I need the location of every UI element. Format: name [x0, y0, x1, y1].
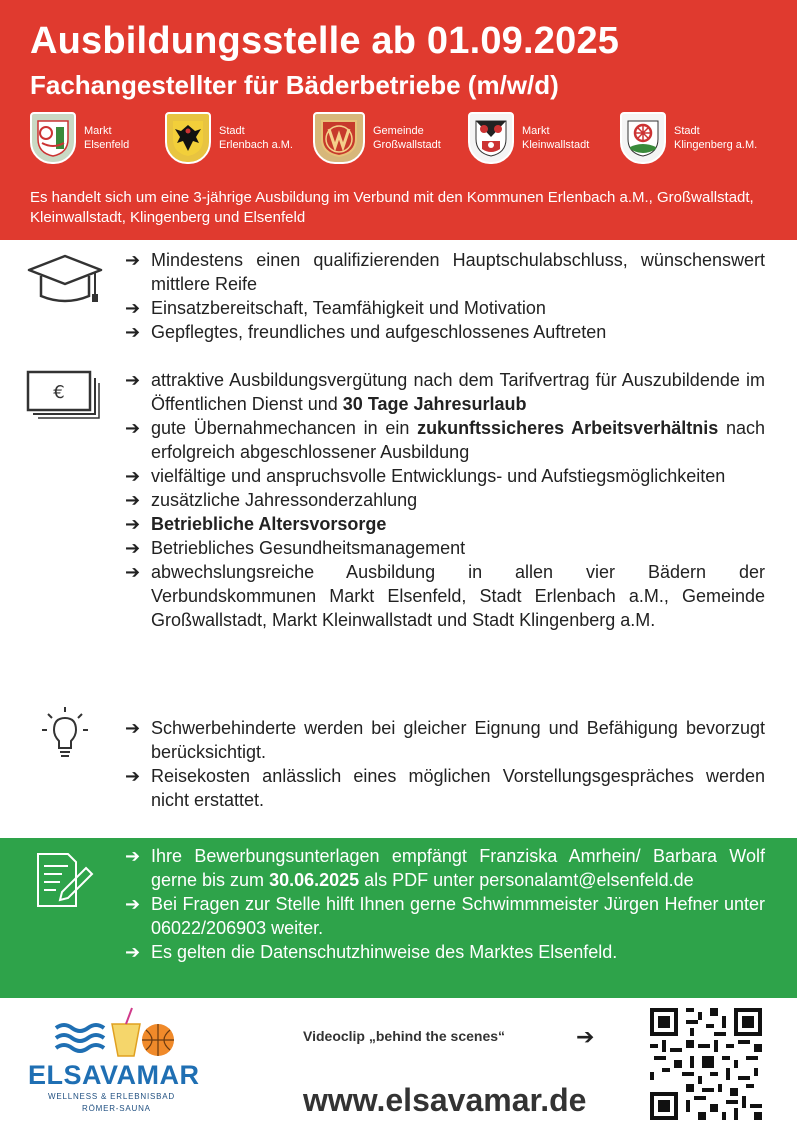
arrow-icon: ➔	[125, 250, 141, 270]
logo-line1: Markt	[84, 125, 112, 137]
header-banner	[0, 0, 797, 240]
arrow-icon: ➔	[576, 1024, 595, 1049]
notes-list	[125, 716, 765, 812]
document-pen-icon	[32, 850, 96, 915]
arrow-icon: ➔	[125, 490, 141, 510]
footer	[0, 998, 797, 1135]
svg-text:€: €	[53, 382, 65, 403]
list-item: ➔ vielfältige und anspruchsvolle Entwicklungs- und Aufstiegsmöglichkeiten	[125, 466, 726, 486]
graduation-cap-icon	[25, 252, 105, 315]
brand-tagline-sauna: RÖMER-SAUNA	[82, 1104, 151, 1113]
list-item: ➔ Reisekosten anlässlich eines möglichen Vorstellungsgespräches werden nicht erstattet.	[125, 766, 765, 810]
arrow-icon: ➔	[125, 370, 141, 390]
municipality-logos	[30, 112, 775, 174]
list-item: ➔ Schwerbehinderte werden bei gleicher Eignung und Befähigung bevorzugt berücksichtigt.	[125, 718, 765, 762]
page-title: Ausbildungsstelle ab 01.09.2025	[30, 20, 620, 62]
arrow-icon: ➔	[125, 846, 141, 866]
arrow-icon: ➔	[125, 298, 141, 318]
arrow-icon: ➔	[125, 538, 141, 558]
erlenbach-crest-icon	[165, 112, 211, 164]
logo-line2: Klingenberg a.M.	[674, 139, 758, 151]
elsavamar-logo-icon	[52, 1006, 182, 1067]
klingenberg-crest-icon	[620, 112, 666, 164]
grosswallstadt-crest-icon	[313, 112, 365, 164]
logo-line1: Stadt	[674, 125, 700, 137]
list-item: ➔ Einsatzbereitschaft, Teamfähigkeit und Motivation	[125, 298, 546, 318]
arrow-icon: ➔	[125, 418, 141, 438]
list-item: ➔ Es gelten die Datenschutzhinweise des Marktes Elsenfeld.	[125, 942, 618, 962]
application-banner	[0, 838, 797, 998]
logo-kleinwallstadt	[468, 112, 589, 164]
video-clip-label: Videoclip „behind the scenes“	[303, 1028, 506, 1044]
list-item: ➔ gute Übernahmechancen in ein zukunftssicheres Arbeitsverhältnis nach erfolgreich abgeschlossener Ausbildung	[125, 418, 765, 462]
list-item: ➔ Ihre Bewerbungsunterlagen empfängt Franziska Amrhein/ Barbara Wolf gerne bis zum 30.06.2025 als PDF unter personalamt@elsenfeld.de	[125, 846, 765, 890]
arrow-icon: ➔	[125, 718, 141, 738]
list-item: ➔ zusätzliche Jahressonderzahlung	[125, 490, 418, 510]
brand-tagline: WELLNESS & ERLEBNISBAD	[48, 1092, 175, 1101]
brand-name: ELSAVAMAR	[28, 1060, 200, 1090]
lightbulb-icon	[38, 704, 92, 765]
arrow-icon: ➔	[125, 466, 141, 486]
qr-code-icon[interactable]	[650, 1008, 762, 1120]
list-item: ➔ Mindestens einen qualifizierenden Hauptschulabschluss, wünschenswert mittlere Reife	[125, 250, 765, 294]
euro-banknote-icon	[25, 368, 101, 425]
list-item: ➔ Gepflegtes, freundliches und aufgeschlossenes Auftreten	[125, 322, 607, 342]
logo-line1: Markt	[522, 125, 550, 137]
logo-line2: Elsenfeld	[84, 139, 130, 151]
application-list	[125, 844, 765, 964]
logo-line1: Stadt	[219, 125, 245, 137]
list-item: ➔ abwechslungsreiche Ausbildung in allen vier Bädern der Verbundskommunen Markt Elsenfeld, Stadt Erlenbach a.M., Gemeinde Großwallstadt, Markt Kleinwallstadt und Stadt Klingenberg a.M.	[125, 562, 765, 630]
list-item: ➔ Bei Fragen zur Stelle hilft Ihnen gerne Schwimmmeister Jürgen Hefner unter 06022/206903 weiter.	[125, 894, 765, 938]
arrow-icon: ➔	[125, 942, 141, 962]
arrow-icon: ➔	[125, 514, 141, 534]
arrow-icon: ➔	[125, 562, 141, 582]
arrow-icon: ➔	[125, 766, 141, 786]
website-link[interactable]: www.elsavamar.de	[303, 1082, 587, 1118]
logo-line2: Großwallstadt	[373, 139, 441, 151]
logo-klingenberg	[620, 112, 757, 164]
logo-grosswallstadt	[313, 112, 441, 164]
list-item: ➔ Betriebliches Gesundheitsmanagement	[125, 538, 466, 558]
page-subtitle: Fachangestellter für Bäderbetriebe (m/w/d)	[30, 70, 559, 100]
intro-text: Es handelt sich um eine 3-jährige Ausbildung im Verbund mit den Kommunen Erlenbach a.M., Großwallstadt, Kleinwallstadt, Klingenberg und Elsenfeld	[30, 189, 754, 226]
arrow-icon: ➔	[125, 322, 141, 342]
benefits-list	[125, 368, 765, 632]
list-item: ➔ Betriebliche Altersvorsorge	[125, 514, 387, 534]
arrow-icon: ➔	[125, 894, 141, 914]
logo-line2: Erlenbach a.M.	[219, 139, 293, 151]
list-item: ➔ attraktive Ausbildungsvergütung nach dem Tarifvertrag für Auszubildende im Öffentlichen Dienst und 30 Tage Jahresurlaub	[125, 370, 765, 414]
logo-erlenbach	[165, 112, 293, 164]
kleinwallstadt-crest-icon	[468, 112, 514, 164]
elsenfeld-crest-icon	[30, 112, 76, 164]
logo-line2: Kleinwallstadt	[522, 139, 590, 151]
logo-line1: Gemeinde	[373, 125, 424, 137]
logo-elsenfeld	[30, 112, 129, 164]
requirements-list	[125, 248, 765, 344]
